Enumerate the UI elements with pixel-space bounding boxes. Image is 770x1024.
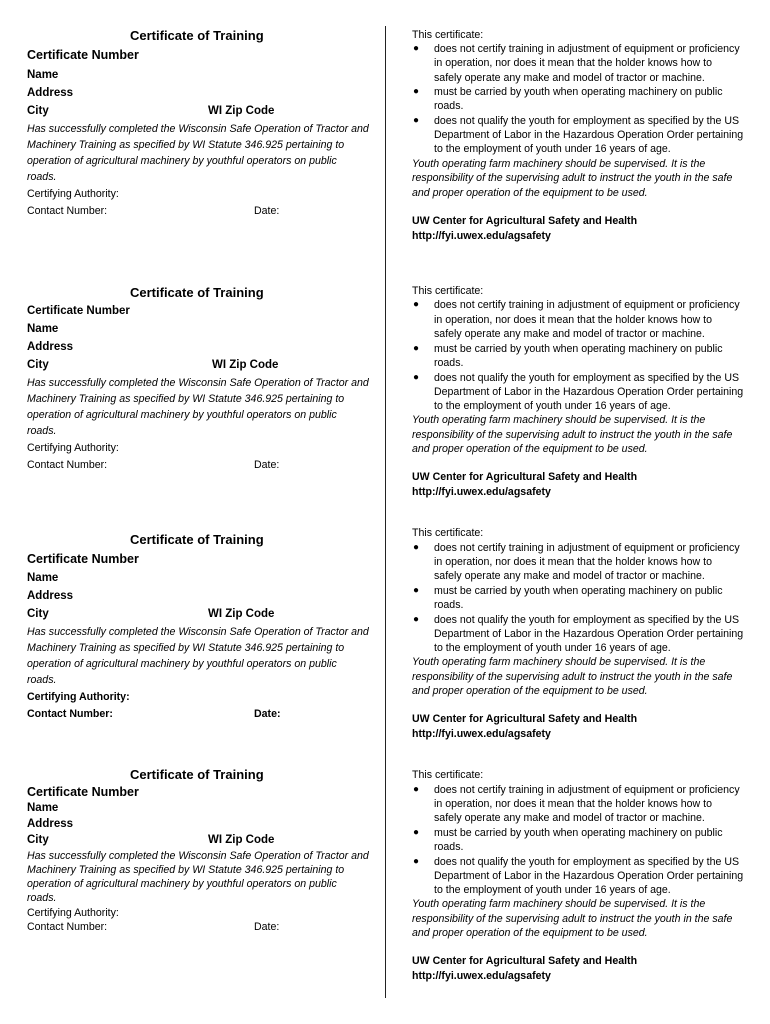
- notice-heading: This certificate:: [412, 769, 484, 781]
- notice-bullet-line: safely operate any make and model of tractor or machine.: [434, 570, 705, 582]
- state-zip-label: WI Zip Code: [208, 608, 275, 620]
- center-url: http://fyi.uwex.edu/agsafety: [412, 230, 551, 242]
- notice-bullet-line: must be carried by youth when operating machinery on public: [434, 343, 723, 355]
- completion-text-line: operation of agricultural machinery by youthful operators on public: [27, 878, 337, 890]
- bullet-icon: ●: [413, 43, 420, 54]
- notice-bullet-line: in operation, nor does it mean that the holder knows how to: [434, 556, 712, 568]
- notice-bullet-line: safely operate any make and model of tractor or machine.: [434, 72, 705, 84]
- bullet-icon: ●: [413, 86, 420, 97]
- notice-bullet-line: safely operate any make and model of tractor or machine.: [434, 328, 705, 340]
- center-name: UW Center for Agricultural Safety and Health: [412, 471, 638, 483]
- certificate-title: Certificate of Training: [130, 767, 264, 782]
- name-label: Name: [27, 69, 59, 81]
- completion-text-line: Has successfully completed the Wisconsin Safe Operation of Tractor and: [27, 123, 369, 135]
- notice-bullet-line: roads.: [434, 357, 464, 369]
- completion-text-line: Has successfully completed the Wisconsin Safe Operation of Tractor and: [27, 626, 369, 638]
- contact-number-label: Contact Number:: [27, 205, 108, 217]
- certifying-authority-label: Certifying Authority:: [27, 442, 119, 454]
- completion-text-line: roads.: [27, 892, 57, 904]
- completion-text-line: Machinery Training as specified by WI Statute 346.925 pertaining to: [27, 139, 345, 151]
- supervision-text-line: responsibility of the supervising adult to instruct the youth in the safe: [412, 429, 733, 441]
- state-zip-label: WI Zip Code: [208, 834, 275, 846]
- notice-bullet-line: must be carried by youth when operating machinery on public: [434, 86, 723, 98]
- certificate-title: Certificate of Training: [130, 532, 264, 547]
- completion-text-line: operation of agricultural machinery by youthful operators on public: [27, 658, 337, 670]
- notice-bullet-line: does not certify training in adjustment of equipment or proficiency: [434, 542, 740, 554]
- certifying-authority-label: Certifying Authority:: [27, 691, 130, 703]
- notice-bullet-line: does not qualify the youth for employment as specified by the US: [434, 614, 740, 626]
- state-zip-label: WI Zip Code: [208, 105, 275, 117]
- supervision-text-line: responsibility of the supervising adult to instruct the youth in the safe: [412, 913, 733, 925]
- notice-heading: This certificate:: [412, 29, 484, 41]
- notice-bullet-line: to the employment of youth under 16 years of age.: [434, 400, 671, 412]
- completion-text-line: roads.: [27, 425, 57, 437]
- supervision-text-line: and proper operation of the equipment to be used.: [412, 927, 648, 939]
- address-label: Address: [27, 590, 74, 602]
- notice-bullet-line: in operation, nor does it mean that the holder knows how to: [434, 798, 712, 810]
- notice-bullet-line: Department of Labor in the Hazardous Operation Order pertaining: [434, 129, 744, 141]
- completion-text-line: Machinery Training as specified by WI Statute 346.925 pertaining to: [27, 864, 345, 876]
- notice-bullet-line: in operation, nor does it mean that the holder knows how to: [434, 57, 712, 69]
- date-label: Date:: [254, 708, 281, 720]
- bullet-icon: ●: [413, 827, 420, 838]
- notice-bullet-line: in operation, nor does it mean that the holder knows how to: [434, 314, 712, 326]
- name-label: Name: [27, 323, 59, 335]
- bullet-icon: ●: [413, 542, 420, 553]
- bullet-icon: ●: [413, 856, 420, 867]
- certifying-authority-label: Certifying Authority:: [27, 188, 119, 200]
- bullet-icon: ●: [413, 585, 420, 596]
- notice-heading: This certificate:: [412, 527, 484, 539]
- date-label: Date:: [254, 921, 280, 933]
- contact-number-label: Contact Number:: [27, 708, 113, 720]
- notice-bullet-line: does not certify training in adjustment of equipment or proficiency: [434, 299, 740, 311]
- certifying-authority-label: Certifying Authority:: [27, 907, 119, 919]
- certificate-number-label: Certificate Number: [27, 552, 139, 566]
- completion-text-line: roads.: [27, 171, 57, 183]
- notice-bullet-line: to the employment of youth under 16 years of age.: [434, 143, 671, 155]
- notice-bullet-line: Department of Labor in the Hazardous Operation Order pertaining: [434, 386, 744, 398]
- bullet-icon: ●: [413, 115, 420, 126]
- notice-bullet-line: does not certify training in adjustment of equipment or proficiency: [434, 43, 740, 55]
- city-label: City: [27, 608, 49, 620]
- certificate-number-label: Certificate Number: [27, 48, 139, 62]
- notice-bullet-line: to the employment of youth under 16 years of age.: [434, 642, 671, 654]
- completion-text-line: Has successfully completed the Wisconsin Safe Operation of Tractor and: [27, 377, 369, 389]
- certificate-title: Certificate of Training: [130, 28, 264, 43]
- notice-bullet-line: does not qualify the youth for employment as specified by the US: [434, 372, 740, 384]
- notice-bullet-line: Department of Labor in the Hazardous Operation Order pertaining: [434, 628, 744, 640]
- notice-bullet-line: does not qualify the youth for employment as specified by the US: [434, 115, 740, 127]
- supervision-text-line: Youth operating farm machinery should be supervised. It is the: [412, 898, 706, 910]
- bullet-icon: ●: [413, 299, 420, 310]
- address-label: Address: [27, 341, 74, 353]
- supervision-text-line: Youth operating farm machinery should be supervised. It is the: [412, 414, 706, 426]
- vertical-divider: [385, 26, 386, 998]
- notice-bullet-line: does not certify training in adjustment of equipment or proficiency: [434, 784, 740, 796]
- notice-heading: This certificate:: [412, 285, 484, 297]
- date-label: Date:: [254, 205, 280, 217]
- center-name: UW Center for Agricultural Safety and Health: [412, 955, 638, 967]
- notice-bullet-line: roads.: [434, 599, 464, 611]
- center-name: UW Center for Agricultural Safety and Health: [412, 713, 638, 725]
- notice-bullet-line: safely operate any make and model of tractor or machine.: [434, 812, 705, 824]
- supervision-text-line: responsibility of the supervising adult to instruct the youth in the safe: [412, 172, 733, 184]
- notice-bullet-line: must be carried by youth when operating machinery on public: [434, 585, 723, 597]
- supervision-text-line: Youth operating farm machinery should be supervised. It is the: [412, 656, 706, 668]
- contact-number-label: Contact Number:: [27, 459, 108, 471]
- supervision-text-line: responsibility of the supervising adult to instruct the youth in the safe: [412, 671, 733, 683]
- name-label: Name: [27, 572, 59, 584]
- completion-text-line: roads.: [27, 674, 57, 686]
- supervision-text-line: and proper operation of the equipment to be used.: [412, 187, 648, 199]
- bullet-icon: ●: [413, 784, 420, 795]
- center-url: http://fyi.uwex.edu/agsafety: [412, 486, 551, 498]
- notice-bullet-line: roads.: [434, 841, 464, 853]
- city-label: City: [27, 359, 49, 371]
- bullet-icon: ●: [413, 614, 420, 625]
- completion-text-line: Has successfully completed the Wisconsin Safe Operation of Tractor and: [27, 850, 369, 862]
- supervision-text-line: Youth operating farm machinery should be supervised. It is the: [412, 158, 706, 170]
- notice-bullet-line: roads.: [434, 100, 464, 112]
- bullet-icon: ●: [413, 372, 420, 383]
- notice-bullet-line: Department of Labor in the Hazardous Operation Order pertaining: [434, 870, 744, 882]
- completion-text-line: Machinery Training as specified by WI Statute 346.925 pertaining to: [27, 642, 345, 654]
- notice-bullet-line: to the employment of youth under 16 years of age.: [434, 884, 671, 896]
- center-url: http://fyi.uwex.edu/agsafety: [412, 970, 551, 982]
- state-zip-label: WI Zip Code: [212, 359, 279, 371]
- center-url: http://fyi.uwex.edu/agsafety: [412, 728, 551, 740]
- supervision-text-line: and proper operation of the equipment to be used.: [412, 685, 648, 697]
- completion-text-line: operation of agricultural machinery by youthful operators on public: [27, 409, 337, 421]
- notice-bullet-line: does not qualify the youth for employment as specified by the US: [434, 856, 740, 868]
- completion-text-line: Machinery Training as specified by WI Statute 346.925 pertaining to: [27, 393, 345, 405]
- address-label: Address: [27, 87, 74, 99]
- certificate-title: Certificate of Training: [130, 285, 264, 300]
- notice-bullet-line: must be carried by youth when operating machinery on public: [434, 827, 723, 839]
- supervision-text-line: and proper operation of the equipment to be used.: [412, 443, 648, 455]
- city-label: City: [27, 105, 49, 117]
- certificate-number-label: Certificate Number: [27, 305, 130, 317]
- center-name: UW Center for Agricultural Safety and Health: [412, 215, 638, 227]
- completion-text-line: operation of agricultural machinery by youthful operators on public: [27, 155, 337, 167]
- address-label: Address: [27, 818, 74, 830]
- name-label: Name: [27, 802, 59, 814]
- bullet-icon: ●: [413, 343, 420, 354]
- city-label: City: [27, 834, 49, 846]
- contact-number-label: Contact Number:: [27, 921, 108, 933]
- date-label: Date:: [254, 459, 280, 471]
- certificate-number-label: Certificate Number: [27, 785, 139, 799]
